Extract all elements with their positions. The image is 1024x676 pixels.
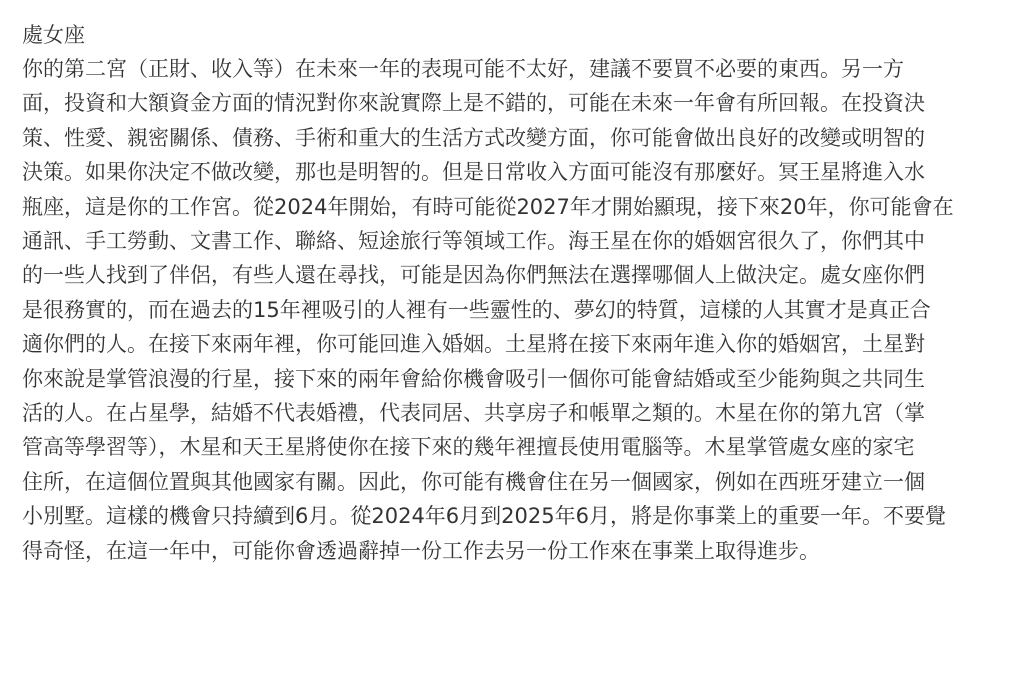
article-body (22, 52, 1012, 568)
body-line: 得奇怪，在這一年中，可能你會透過辭掉一份工作去另一份工作來在事業上取得進步。 (22, 538, 820, 563)
body-line: 瓶座，這是你的工作宮。從2024年開始，有時可能從2027年才開始顯現，接下來20年，你可能會在 (22, 194, 954, 219)
body-line: 面，投資和大額資金方面的情況對你來說實際上是不錯的，可能在未來一年會有所回報。在投資決 (22, 91, 925, 116)
article (22, 18, 1012, 568)
body-line: 的一些人找到了伴侶，有些人還在尋找，可能是因為你們無法在選擇哪個人上做決定。處女座你們 (22, 263, 925, 288)
article-title: 處女座 (22, 23, 85, 47)
body-line: 住所，在這個位置與其他國家有關。因此，你可能有機會住在另一個國家，例如在西班牙建立一個 (22, 469, 925, 494)
body-line: 你來說是掌管浪漫的行星，接下來的兩年會給你機會吸引一個你可能會結婚或至少能夠與之共同生 (22, 366, 925, 391)
body-line: 策、性愛、親密關係、債務、手術和重大的生活方式改變方面，你可能會做出良好的改變或明智的 (22, 125, 925, 150)
body-line: 適你們的人。在接下來兩年裡，你可能回進入婚姻。土星將在接下來兩年進入你的婚姻宮，土星對 (22, 332, 925, 357)
body-line: 你的第二宮（正財、收入等）在未來一年的表現可能不太好，建議不要買不必要的東西。另一方 (22, 57, 904, 81)
body-line: 決策。如果你決定不做改變，那也是明智的。但是日常收入方面可能沒有那麼好。冥王星將進入水 (22, 160, 925, 185)
body-line: 管高等學習等），木星和天王星將使你在接下來的幾年裡擅長使用電腦等。木星掌管處女座的家宅 (22, 435, 915, 460)
body-line: 活的人。在占星學，結婚不代表婚禮，代表同居、共享房子和帳單之類的。木星在你的第九宮（掌 (22, 401, 925, 426)
body-line: 小別墅。這樣的機會只持續到6月。從2024年6月到2025年6月，將是你事業上的重要一年。不要覺 (22, 504, 946, 529)
body-line: 是很務實的，而在過去的15年裡吸引的人裡有一些靈性的、夢幻的特質，這樣的人其實才是真正合 (22, 297, 931, 322)
body-line: 通訊、手工勞動、文書工作、聯絡、短途旅行等領域工作。海王星在你的婚姻宮很久了，你們其中 (22, 229, 925, 254)
